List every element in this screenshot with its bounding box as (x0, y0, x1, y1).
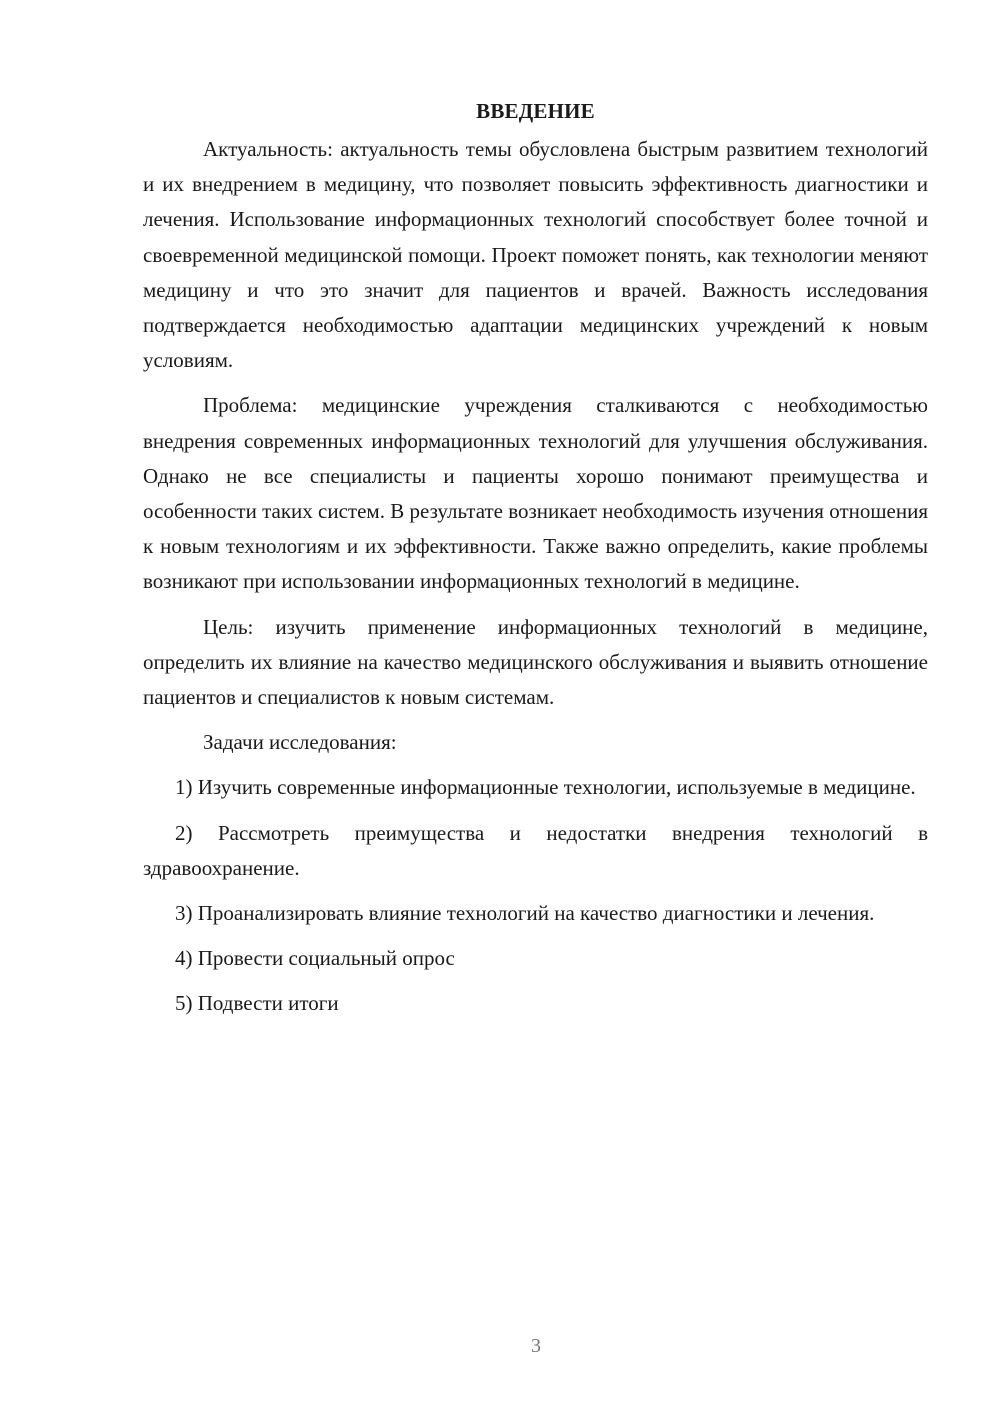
paragraph-relevance: Актуальность: актуальность темы обусловлена быстрым развитием технологий и их внедрением в медицину, что позволяет повысить эффективность диагностики и лечения. Использование информационных технологий способствует более точной и своевременной медицинской помощи. Проект поможет понять, как технологии меняют медицину и что это значит для пациентов и врачей. Важность исследования подтверждается необходимостью адаптации медицинских учреждений к новым условиям. (143, 137, 928, 373)
tasks-heading: Задачи исследования: (203, 730, 397, 755)
task-item-5: 5) Подвести итоги (175, 991, 339, 1016)
paragraph-goal: Цель: изучить применение информационных технологий в медицине, определить их влияние на качество медицинского обслуживания и выявить отношение пациентов и специалистов к новым системам. (143, 614, 928, 710)
task-item-4: 4) Провести социальный опрос (175, 946, 455, 971)
task-item-2: 2) Рассмотреть преимущества и недостатки внедрения технологий в здравоохранение. (143, 820, 928, 880)
page-content (143, 96, 928, 1032)
paragraph-problem: Проблема: медицинские учреждения сталкиваются с необходимостью внедрения современных информационных технологий для улучшения обслуживания. Однако не все специалисты и пациенты хорошо понимают преимущества и особенности таких систем. В результате возникает необходимость изучения отношения к новым технологиям и их эффективности. Также важно определить, какие проблемы возникают при использовании информационных технологий в медицине. (143, 393, 928, 594)
section-title: ВВЕДЕНИЕ (476, 99, 595, 123)
task-item-3: 3) Проанализировать влияние технологий на качество диагностики и лечения. (175, 901, 875, 926)
task-item-1: 1) Изучить современные информационные технологии, используемые в медицине. (175, 775, 916, 800)
page-number: 3 (531, 1335, 541, 1357)
